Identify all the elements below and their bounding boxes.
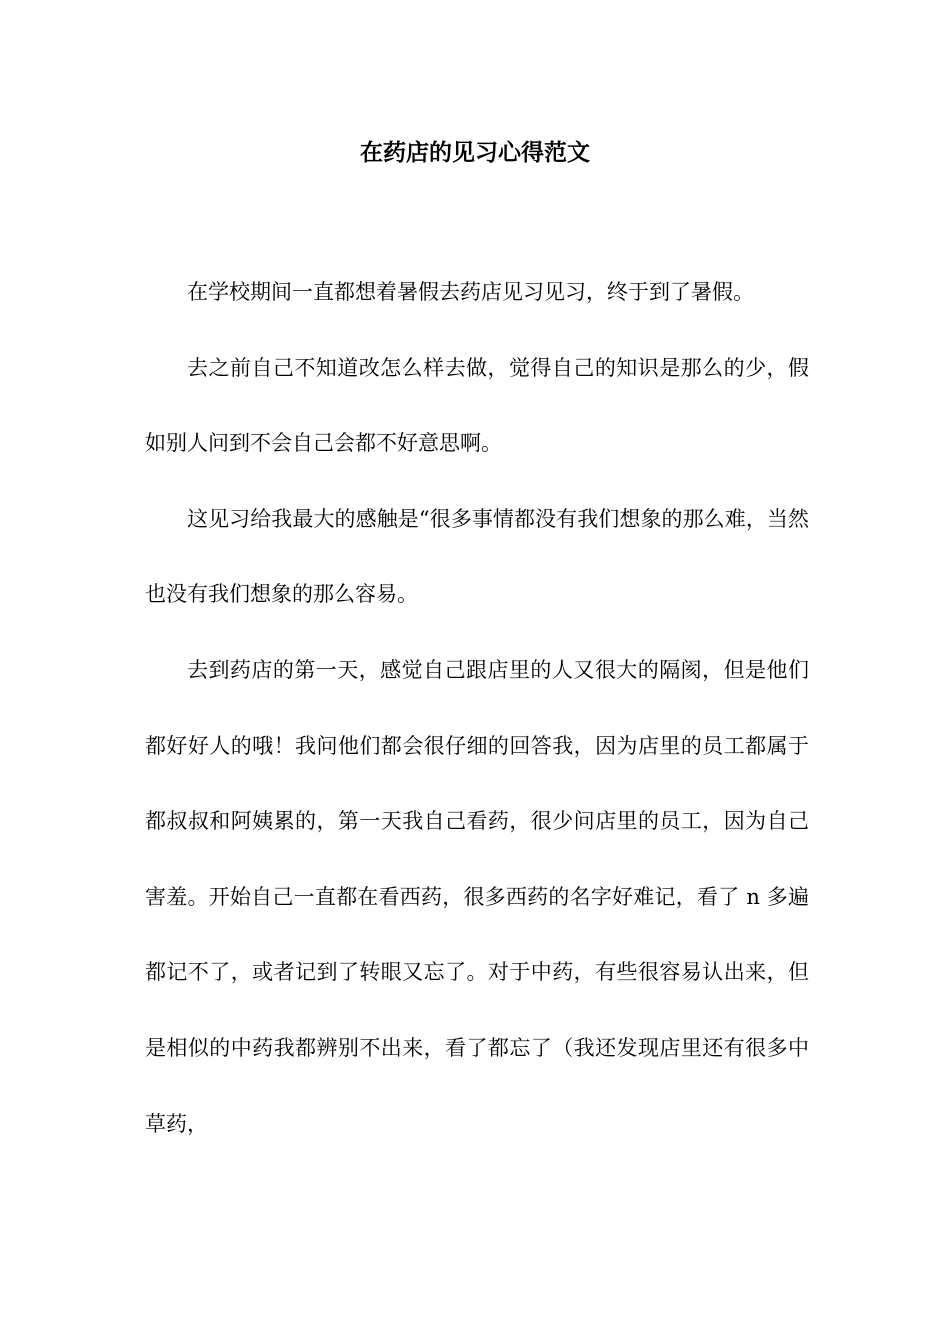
document-title: 在药店的见习心得范文 — [360, 139, 590, 166]
paragraph: 在学校期间一直都想着暑假去药店见习见习，终于到了暑假。 — [187, 280, 754, 304]
document-body — [145, 255, 809, 1162]
paragraph: 去到药店的第一天，感觉自己跟店里的人又很大的隔阂，但是他们都好好人的哦！我问他们都会很仔细的回答我，因为店里的员工都属于都叔叔和阿姨累的，第一天我自己看药，很少问店里的员工，因为自己害羞。开始自己一直都在看西药，很多西药的名字好难记，看了 n 多遍都记不了，或者记到了转眼又忘了。对于中药，有些很容易认出来，但是相似的中药我都辨别不出来，看了都忘了（我还发现店里还有很多中草药， — [145, 657, 809, 1136]
paragraph: 去之前自己不知道改怎么样去做，觉得自己的知识是那么的少，假如别人问到不会自己会都不好意思啊。 — [145, 355, 809, 456]
paragraph: 这见习给我最大的感触是“很多事情都没有我们想象的那么难，当然也没有我们想象的那么容易。 — [145, 506, 809, 607]
